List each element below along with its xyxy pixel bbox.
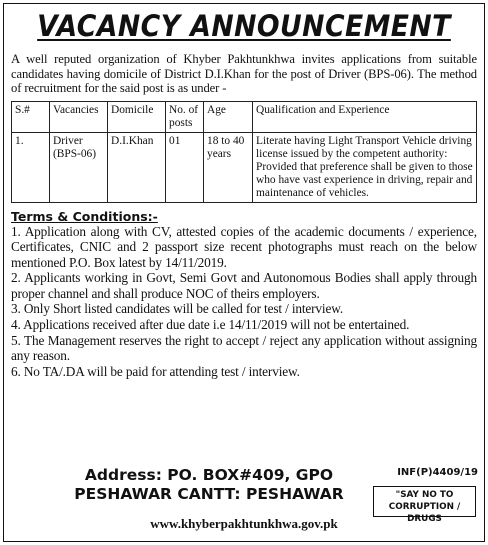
term-item: 6. No TA/.DA will be paid for attending test / interview. xyxy=(11,363,300,379)
website-url: www.khyberpakhtunkhwa.gov.pk xyxy=(150,516,338,531)
address-block xyxy=(49,466,369,504)
header-sno: S.# xyxy=(12,101,50,132)
address-line-1: Address: PO. BOX#409, GPO xyxy=(84,466,334,484)
proviso-text: Provided that preference shall be given to those who have vast experience in driving, repair and maintenance of vehicles. xyxy=(256,160,473,199)
headline: VACANCY ANNOUNCEMENT xyxy=(37,9,451,43)
terms-heading: Terms & Conditions:- xyxy=(11,208,158,224)
term-item: 4. Applications received after due date i.e 14/11/2019 will not be entertained. xyxy=(11,317,410,333)
cell-age: 18 to 40 years xyxy=(204,132,253,202)
vacancy-advertisement xyxy=(3,3,485,542)
term-item: 1. Application along with CV, attested copies of the academic documents / experience, Certificates, CNIC and 2 passport size recent photographs must reach on the below mentioned P.O. Box latest by 14/11/2019. xyxy=(11,223,477,270)
term-item: 2. Applicants working in Govt, Semi Govt and Autonomous Bodies shall apply through proper channel and shall produce NOC of theirs employers. xyxy=(11,270,477,301)
term-item: 5. The Management reserves the right to accept / reject any application without assigning any reason. xyxy=(11,332,477,364)
table-header-row xyxy=(12,101,477,132)
footer xyxy=(4,466,484,540)
header-posts: No. of posts xyxy=(166,101,204,132)
cell-sno: 1. xyxy=(12,132,50,202)
header-vacancies: Vacancies xyxy=(50,101,108,132)
term-item: 3. Only Short listed candidates will be called for test / interview. xyxy=(11,301,343,317)
qualification-text: Literate having Light Transport Vehicle driving license issued by the competent authority: xyxy=(256,134,472,160)
cell-posts: 01 xyxy=(166,132,204,202)
slogan-box xyxy=(373,486,476,524)
slogan-line-2: CORRUPTION / DRUGS xyxy=(388,502,461,524)
cell-vacancy: Driver (BPS-06) xyxy=(50,132,108,202)
reference-number: INF(P)4409/19 xyxy=(397,467,478,478)
cell-qualification xyxy=(253,132,477,202)
table-row xyxy=(12,132,477,202)
vacancy-table xyxy=(11,101,477,203)
header-qualification: Qualification and Experience xyxy=(253,101,477,132)
intro-paragraph: A well reputed organization of Khyber Pakhtunkhwa invites applications from suitable candidates having domicile of District D.I.Khan for the post of Driver (BPS-06). The method of recruitment for the said post is as under - xyxy=(11,52,477,95)
terms-list xyxy=(11,224,477,380)
header-age: Age xyxy=(204,101,253,132)
address-line-2: PESHAWAR CANTT: PESHAWAR xyxy=(74,485,344,503)
slogan-line-1: "SAY NO TO xyxy=(395,490,454,500)
header-domicile: Domicile xyxy=(108,101,166,132)
cell-domicile: D.I.Khan xyxy=(108,132,166,202)
